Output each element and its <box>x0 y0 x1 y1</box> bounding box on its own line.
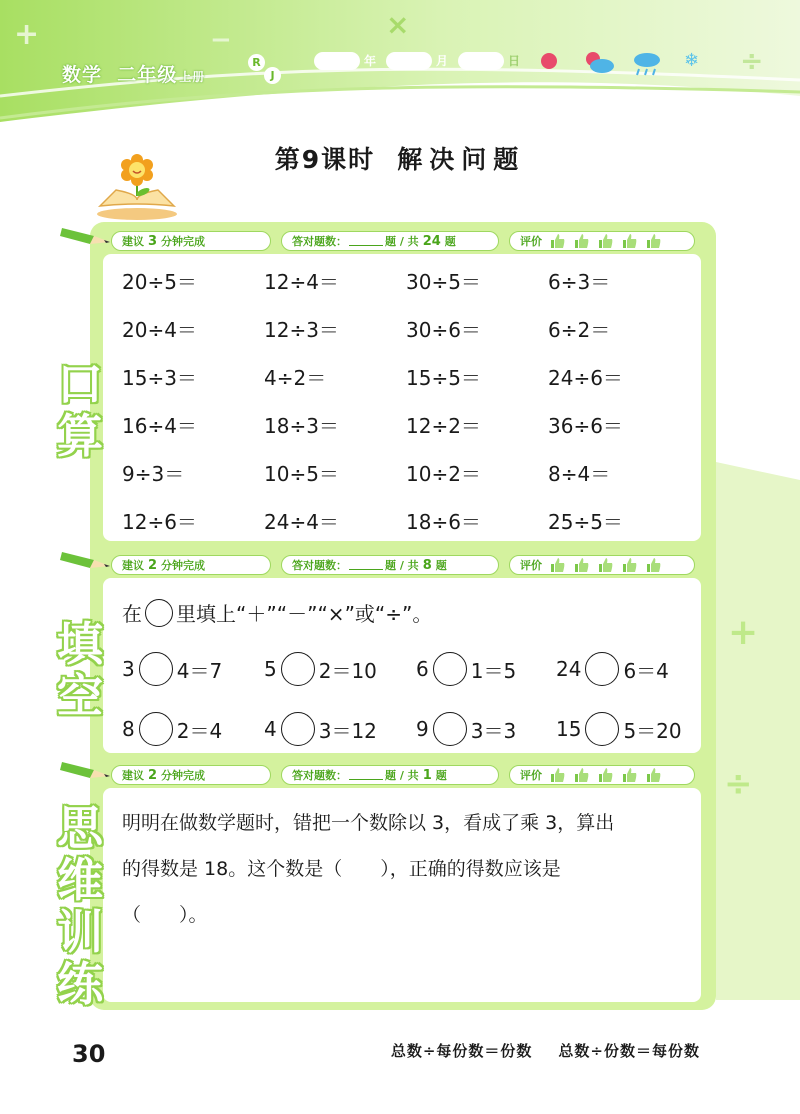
oral-problem[interactable]: 12÷2＝ <box>406 414 481 438</box>
grade-label: 二年级 <box>117 64 178 86</box>
oral-problem[interactable]: 15÷3＝ <box>122 366 197 390</box>
oral-problem[interactable]: 18÷6＝ <box>406 510 481 534</box>
fill-right: 1＝5 <box>470 658 517 683</box>
suggest-suffix: 分钟完成 <box>161 235 206 248</box>
fill-left: 9 <box>416 717 429 741</box>
score-box <box>281 765 499 785</box>
svg-text:+: + <box>14 17 40 52</box>
fill-right: 3＝12 <box>318 718 377 743</box>
operator-blank[interactable] <box>433 652 467 686</box>
oral-problem[interactable]: 6÷2＝ <box>548 318 611 342</box>
rain-icon[interactable] <box>630 50 664 78</box>
score-suffix: 题 <box>435 559 447 572</box>
thumb-up-icon[interactable] <box>622 767 638 783</box>
day-label: 日 <box>508 54 521 68</box>
oral-problem[interactable]: 10÷5＝ <box>264 462 339 486</box>
score-box <box>281 231 499 251</box>
suggest-suffix: 分钟完成 <box>161 769 206 782</box>
subject-label: 数学 <box>62 64 103 86</box>
fill-right: 3＝3 <box>470 718 517 743</box>
oral-problem[interactable]: 15÷5＝ <box>406 366 481 390</box>
score-total: 1 <box>422 767 432 783</box>
evaluation-box <box>509 555 695 575</box>
month-label: 月 <box>436 54 449 68</box>
suggest-minutes: 2 <box>148 557 158 573</box>
instr-after: 里填上“＋”“－”“×”或“÷”。 <box>176 602 433 626</box>
fill-left: 15 <box>556 717 582 741</box>
oral-problem[interactable]: 30÷5＝ <box>406 270 481 294</box>
evaluation-label: 评价 <box>520 769 542 782</box>
suggest-prefix: 建议 <box>122 235 144 248</box>
oral-problem[interactable]: 20÷5＝ <box>122 270 197 294</box>
operator-blank[interactable] <box>585 652 619 686</box>
fill-problem <box>416 712 516 746</box>
thumb-up-icon[interactable] <box>646 557 662 573</box>
score-prefix: 答对题数： <box>292 769 347 782</box>
suggested-time <box>111 555 271 575</box>
fill-problem <box>122 652 222 686</box>
score-blank[interactable] <box>349 560 383 570</box>
thumb-up-icon[interactable] <box>598 557 614 573</box>
operator-blank[interactable] <box>281 712 315 746</box>
section-label-char: 填 <box>57 617 103 671</box>
suggested-time <box>111 765 271 785</box>
oral-problem[interactable]: 30÷6＝ <box>406 318 481 342</box>
right-tab-decoration <box>712 440 800 1040</box>
oral-problem[interactable]: 36÷6＝ <box>548 414 623 438</box>
svg-text:×: × <box>386 8 410 41</box>
score-mid: 题 / 共 <box>385 559 419 572</box>
cloudy-sun-icon[interactable] <box>582 50 616 76</box>
score-prefix: 答对题数： <box>292 559 347 572</box>
suggest-minutes: 3 <box>148 233 158 249</box>
month-field[interactable] <box>386 52 432 70</box>
fill-instruction <box>122 598 432 627</box>
section-label-char: 空 <box>57 669 103 723</box>
score-mid: 题 / 共 <box>385 235 419 248</box>
operator-blank[interactable] <box>433 712 467 746</box>
fill-problem <box>416 652 516 686</box>
evaluation-label: 评价 <box>520 559 542 572</box>
section-strip-thinking <box>95 763 705 787</box>
oral-problem[interactable]: 20÷4＝ <box>122 318 197 342</box>
oral-problem[interactable]: 24÷6＝ <box>548 366 623 390</box>
thumb-up-icon[interactable] <box>646 767 662 783</box>
score-total: 8 <box>422 557 432 573</box>
thumb-up-icon[interactable] <box>574 233 590 249</box>
section-strip-fill <box>95 553 705 577</box>
oral-problem[interactable]: 12÷6＝ <box>122 510 197 534</box>
section-label-char: 训 <box>57 905 103 959</box>
score-box <box>281 555 499 575</box>
oral-problem[interactable]: 24÷4＝ <box>264 510 339 534</box>
thumb-up-icon[interactable] <box>598 767 614 783</box>
evaluation-label: 评价 <box>520 235 542 248</box>
oral-problem[interactable]: 9÷3＝ <box>122 462 185 486</box>
oral-problem[interactable]: 10÷2＝ <box>406 462 481 486</box>
fill-right: 2＝10 <box>318 658 377 683</box>
volume-label: 上册 <box>179 70 206 84</box>
section-label-char: 思 <box>57 801 103 855</box>
snow-icon[interactable]: ❄ <box>684 50 700 71</box>
fill-right: 2＝4 <box>176 718 223 743</box>
fill-right: 5＝20 <box>623 718 682 743</box>
score-prefix: 答对题数： <box>292 235 347 248</box>
oral-problem[interactable]: 12÷4＝ <box>264 270 339 294</box>
operator-blank[interactable] <box>585 712 619 746</box>
instr-before: 在 <box>122 602 142 626</box>
header-subject-grade <box>62 60 205 87</box>
section-strip-oral <box>95 229 705 253</box>
fill-left: 3 <box>122 657 135 681</box>
fill-left: 4 <box>264 717 277 741</box>
oral-problem[interactable]: 12÷3＝ <box>264 318 339 342</box>
fill-left: 5 <box>264 657 277 681</box>
oral-problem[interactable]: 16÷4＝ <box>122 414 197 438</box>
thumb-up-icon[interactable] <box>622 233 638 249</box>
fill-left: 8 <box>122 717 135 741</box>
oral-problem[interactable]: 8÷4＝ <box>548 462 611 486</box>
fill-problem <box>556 652 669 686</box>
fill-right: 6＝4 <box>623 658 669 683</box>
page-title <box>0 140 800 176</box>
problem-line[interactable]: 的得数是 18。这个数是（ ），正确的得数应该是 <box>122 858 561 880</box>
score-total: 24 <box>422 233 441 249</box>
suggested-time <box>111 231 271 251</box>
page-number: 30 <box>72 1040 106 1068</box>
section-label-char: 算 <box>57 409 103 463</box>
thumb-up-icon[interactable] <box>550 767 566 783</box>
formula-quotient-each: 总数÷份数＝每份数 <box>558 1042 700 1060</box>
edition-r-badge: R <box>248 54 265 71</box>
suggest-prefix: 建议 <box>122 769 144 782</box>
footer-formulas <box>391 1040 700 1061</box>
fill-problem <box>122 712 222 746</box>
year-field[interactable] <box>314 52 360 70</box>
operator-blank[interactable] <box>281 652 315 686</box>
fill-problem <box>556 712 682 746</box>
thinking-problem <box>122 800 692 938</box>
score-suffix: 题 <box>444 235 456 248</box>
day-field[interactable] <box>458 52 504 70</box>
thumb-up-icon[interactable] <box>646 233 662 249</box>
oral-problem[interactable]: 6÷3＝ <box>548 270 611 294</box>
formula-quotient-count: 总数÷每份数＝份数 <box>390 1042 533 1060</box>
section-label-char: 口 <box>57 357 103 411</box>
score-blank[interactable] <box>349 770 383 780</box>
thumb-up-icon[interactable] <box>550 233 566 249</box>
thumb-up-icon[interactable] <box>622 557 638 573</box>
operator-blank[interactable] <box>139 652 173 686</box>
evaluation-box <box>509 231 695 251</box>
year-label: 年 <box>364 54 377 68</box>
fill-left: 24 <box>556 657 582 681</box>
lesson-topic: 解决问题 <box>397 145 526 174</box>
circle-icon <box>145 599 173 627</box>
section-label-oral <box>52 358 108 462</box>
section-label-char: 练 <box>57 957 103 1011</box>
thumb-up-icon[interactable] <box>574 767 590 783</box>
problem-line: 明明在做数学题时，错把一个数除以 3，看成了乘 3，算出 <box>122 812 615 834</box>
evaluation-box <box>509 765 695 785</box>
section-label-char: 维 <box>57 853 103 907</box>
problem-line[interactable]: （ ）。 <box>122 904 208 926</box>
svg-text:−: − <box>210 25 232 55</box>
score-suffix: 题 <box>435 769 447 782</box>
fill-left: 6 <box>416 657 429 681</box>
suggest-minutes: 2 <box>148 767 158 783</box>
fill-right: 4＝7 <box>176 658 223 683</box>
divide-decoration: ÷ <box>724 764 753 804</box>
suggest-prefix: 建议 <box>122 559 144 572</box>
score-blank[interactable] <box>349 236 383 246</box>
edition-j-badge: J <box>264 67 281 84</box>
operator-blank[interactable] <box>139 712 173 746</box>
oral-grid <box>122 264 702 552</box>
thumb-up-icon[interactable] <box>598 233 614 249</box>
header-band <box>0 0 800 128</box>
lesson-number: 第9课时 <box>274 145 376 174</box>
section-label-thinking <box>52 802 108 1010</box>
fill-problem <box>264 652 377 686</box>
plus-decoration: + <box>728 612 759 653</box>
svg-text:÷: ÷ <box>740 44 764 77</box>
section-label-fill <box>52 618 108 722</box>
thumb-up-icon[interactable] <box>550 557 566 573</box>
thumb-up-icon[interactable] <box>574 557 590 573</box>
oral-problem[interactable]: 18÷3＝ <box>264 414 339 438</box>
sunny-icon[interactable] <box>538 50 560 72</box>
fill-problem <box>264 712 377 746</box>
oral-problem[interactable]: 4÷2＝ <box>264 366 327 390</box>
score-mid: 题 / 共 <box>385 769 419 782</box>
oral-problem[interactable]: 25÷5＝ <box>548 510 623 534</box>
suggest-suffix: 分钟完成 <box>161 559 206 572</box>
